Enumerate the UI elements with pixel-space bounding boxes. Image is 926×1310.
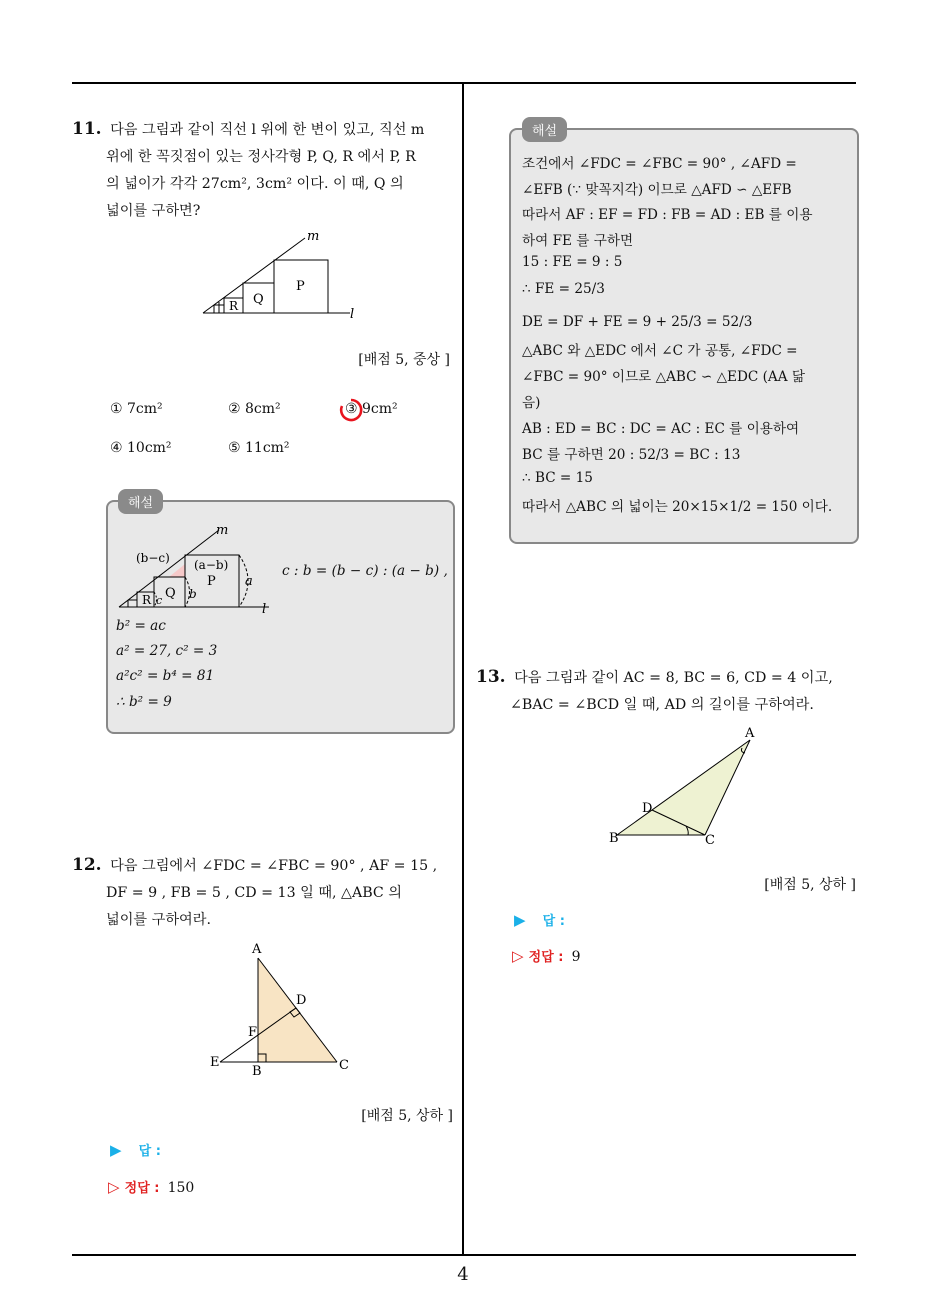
label-c: C (339, 1058, 349, 1073)
answer-row-q12 (110, 1140, 161, 1159)
sol12-line-7: DE = DF + FE = 9 + 25/3 = 52/3 (522, 314, 753, 330)
question-12-line-2: DF = 9 , FB = 5 , CD = 13 일 때, △ABC 의 (106, 885, 402, 901)
label-l: l (350, 307, 355, 322)
q11-solution-figure (114, 522, 274, 617)
outline-play-icon: ▷ (512, 947, 524, 965)
question-number: 13. (476, 667, 506, 687)
sol12-line-1: 조건에서 ∠FDC = ∠FBC = 90° , ∠AFD = (522, 156, 797, 172)
label-r: R (229, 299, 239, 313)
choice-4[interactable]: ④ 10cm² (110, 440, 172, 456)
label-b: b (189, 587, 197, 601)
label-m: m (216, 523, 229, 538)
q13-figure (605, 722, 770, 852)
sol12-line-8: △ABC 와 △EDC 에서 ∠C 가 공통, ∠FDC = (522, 343, 798, 359)
label-a: A (745, 726, 755, 741)
label-b: B (252, 1064, 262, 1078)
score-q11: [배점 5, 중상 ] (358, 352, 450, 368)
solution-line-2: a² = 27, c² = 3 (116, 643, 218, 659)
selected-answer-circle (338, 397, 364, 423)
label-d: D (296, 993, 307, 1008)
correct-value: 150 (167, 1180, 195, 1196)
answer-row-q13 (514, 910, 565, 929)
choice-5[interactable]: ⑤ 11cm² (228, 440, 290, 456)
question-12-line-3: 넓이를 구하여라. (106, 912, 211, 928)
sol12-line-14: 따라서 △ABC 의 넓이는 20×15×1/2 = 150 이다. (522, 499, 833, 515)
sol12-line-11: AB : ED = BC : DC = AC : EC 를 이용하여 (522, 421, 800, 437)
choice-1[interactable]: ① 7cm² (110, 401, 163, 417)
q12-figure (205, 938, 365, 1078)
question-11 (72, 116, 452, 225)
correct-label: 정답 : (528, 950, 564, 965)
score-q13: [배점 5, 상하 ] (764, 877, 856, 893)
label-a: a (245, 574, 253, 589)
label-e: E (210, 1055, 220, 1070)
column-divider (462, 83, 464, 1255)
label-l: l (262, 602, 267, 617)
label-c: C (705, 833, 715, 848)
question-11-line-1: 11. 다음 그림과 같이 직선 l 위에 한 변이 있고, 직선 m (72, 119, 425, 139)
sol12-line-6: ∴ FE = 25/3 (522, 281, 605, 297)
label-f: F (248, 1025, 258, 1040)
solution-line-1: b² = ac (116, 618, 166, 634)
question-11-line-3: 의 넓이가 각각 27cm², 3cm² 이다. 이 때, Q 의 (106, 176, 404, 192)
label-c: c (156, 594, 163, 607)
label-q: Q (253, 292, 264, 307)
sol12-line-5: 15 : FE = 9 : 5 (522, 254, 623, 270)
question-12-line-1: 12. 다음 그림에서 ∠FDC = ∠FBC = 90° , AF = 15 , (72, 855, 438, 875)
question-number: 12. (72, 855, 102, 875)
label-q: Q (165, 586, 176, 601)
question-11-line-4: 넓이를 구하면? (106, 203, 201, 219)
sol12-line-12: BC 를 구하면 20 : 52/3 = BC : 13 (522, 447, 741, 463)
question-11-line-2: 위에 한 꼭짓점이 있는 정사각형 P, Q, R 에서 P, R (106, 149, 416, 165)
answer-label: 답 : (542, 914, 565, 929)
sol12-line-9: ∠FBC = 90° 이므로 △ABC ∽ △EDC (AA 닮 (522, 369, 805, 385)
q11-figure (195, 228, 370, 323)
sol12-line-2: ∠EFB (∵ 맞꼭지각) 이므로 △AFD ∽ △EFB (522, 182, 792, 198)
page-number: 4 (457, 1264, 469, 1285)
sol12-line-4: 하여 FE 를 구하면 (522, 233, 634, 249)
question-12 (72, 852, 452, 934)
label-p: P (207, 574, 216, 589)
solution-tag-q11: 해설 (118, 489, 163, 514)
outline-play-icon: ▷ (108, 1178, 120, 1196)
solution-tag-q12: 해설 (522, 117, 567, 142)
bottom-rule (72, 1254, 856, 1256)
score-q12: [배점 5, 상하 ] (361, 1108, 453, 1124)
top-rule (72, 82, 856, 84)
label-p: P (296, 279, 305, 294)
question-13 (476, 664, 861, 719)
sol12-line-3: 따라서 AF : EF = FD : FB = AD : EB 를 이용 (522, 207, 813, 223)
label-a-minus-b: (a−b) (194, 558, 229, 572)
choice-3[interactable]: ③ 9cm² (345, 401, 398, 417)
label-r: R (142, 593, 152, 607)
answer-label: 답 : (138, 1144, 161, 1159)
label-a: A (252, 942, 262, 957)
correct-label: 정답 : (124, 1181, 160, 1196)
solution-line-3: a²c² = b⁴ = 81 (116, 668, 215, 684)
play-icon: ▶ (110, 1141, 122, 1159)
choice-2[interactable]: ② 8cm² (228, 401, 281, 417)
label-d: D (642, 801, 653, 816)
sol12-line-10: 음) (522, 395, 541, 411)
question-13-line-2: ∠BAC = ∠BCD 일 때, AD 의 길이를 구하여라. (510, 697, 814, 713)
correct-row-q12 (108, 1177, 194, 1196)
label-b-minus-c: (b−c) (136, 551, 170, 565)
correct-value: 9 (571, 949, 581, 965)
label-m: m (307, 229, 320, 244)
label-b: B (609, 831, 619, 846)
solution-line-4: ∴ b² = 9 (116, 694, 172, 710)
question-number: 11. (72, 119, 102, 139)
sol12-line-13: ∴ BC = 15 (522, 470, 593, 486)
solution-eq: c : b = (b − c) : (a − b) , (282, 563, 448, 579)
play-icon: ▶ (514, 911, 526, 929)
correct-row-q13 (512, 946, 581, 965)
question-13-line-1: 13. 다음 그림과 같이 AC = 8, BC = 6, CD = 4 이고, (476, 667, 833, 687)
